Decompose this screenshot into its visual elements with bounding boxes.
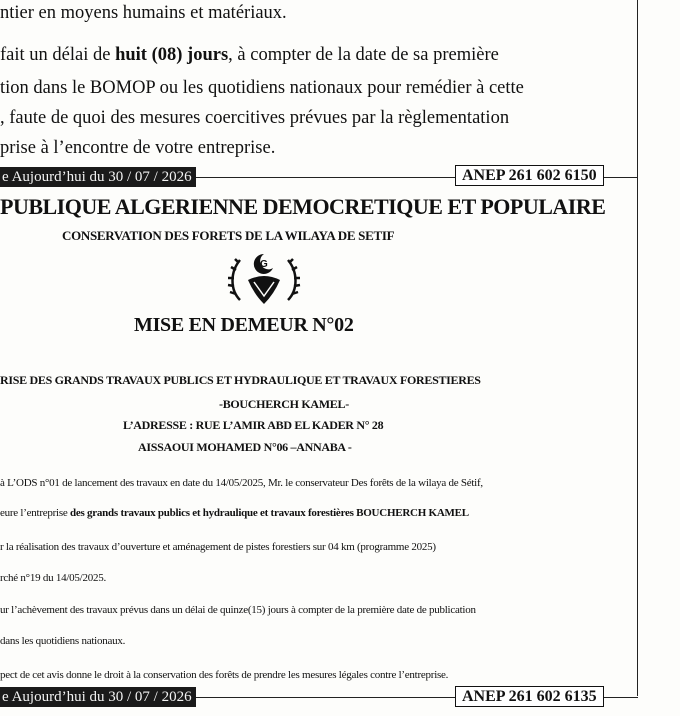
notice1-line-3: tion dans le BOMOP ou les quotidiens nationaux pour remédier à cette xyxy=(0,78,524,98)
notice1-line-4: , faute de quoi des mesures coercitives prévues par la règlementation xyxy=(0,108,510,128)
svg-text:G: G xyxy=(260,259,268,270)
notice1-text: , à compter de la date de sa première xyxy=(228,45,499,65)
body-line-5: ur l’achèvement des travaux prévus dans un délai de quinze(15) jours à compter de la première date de publication xyxy=(0,604,476,616)
conservation-heading: CONSERVATION DES FORETS DE LA WILAYA DE SETIF xyxy=(62,228,395,243)
emblem-icon xyxy=(226,250,302,310)
republic-heading: PUBLIQUE ALGERIENNE DEMOCRETIQUE ET POPULAIRE xyxy=(0,194,606,219)
company-address-1: L’ADRESSE : RUE L’AMIR ABD EL KADER N° 28 xyxy=(123,418,384,432)
body-company-bold: des grands travaux publics et hydraulique et travaux forestières BOUCHERCH KAMEL xyxy=(70,507,469,519)
notice1-right-border xyxy=(637,0,638,188)
notice1-line-5: prise à l’encontre de votre entreprise. xyxy=(0,138,276,158)
notice2-anep-ref: ANEP 261 602 6135 xyxy=(455,686,604,707)
body-text: eure l’entreprise xyxy=(0,507,71,519)
notice2-right-border xyxy=(637,188,638,696)
notice2-date-bar: e Aujourd’hui du 30 / 07 / 2026 xyxy=(0,687,196,707)
company-address-2: AISSAOUI MOHAMED N°06 –ANNABA - xyxy=(138,440,352,454)
notice1-line-1: ntier en moyens humains et matériaux. xyxy=(0,3,287,23)
body-line-7: pect de cet avis donne le droit à la conservation des forêts de prendre les mesures légales contre l’entreprise. xyxy=(0,669,449,681)
notice1-anep-ref: ANEP 261 602 6150 xyxy=(455,165,604,186)
body-line-2 xyxy=(0,507,469,519)
algeria-emblem xyxy=(226,250,302,310)
body-line-4: rché n°19 du 14/05/2025. xyxy=(0,572,106,584)
notice1-date-bar: e Aujourd’hui du 30 / 07 / 2026 xyxy=(0,167,196,187)
notice1-delay: huit (08) jours xyxy=(115,45,229,65)
body-line-6: dans les quotidiens nationaux. xyxy=(0,635,126,647)
body-line-3: r la réalisation des travaux d’ouverture et aménagement de pistes forestiers sur 04 km (programme 2025) xyxy=(0,541,436,553)
notice1-text: fait un délai de xyxy=(0,45,116,65)
company-owner: -BOUCHERCH KAMEL- xyxy=(219,397,349,411)
company-name: RISE DES GRANDS TRAVAUX PUBLICS ET HYDRAULIQUE ET TRAVAUX FORESTIERES xyxy=(0,373,481,387)
notice-title: MISE EN DEMEUR N°02 xyxy=(134,314,354,336)
notice1-line-2 xyxy=(0,46,630,65)
body-line-1: à L’ODS n°01 de lancement des travaux en date du 14/05/2025, Mr. le conservateur Des forêts de la wilaya de Sétif, xyxy=(0,477,483,489)
